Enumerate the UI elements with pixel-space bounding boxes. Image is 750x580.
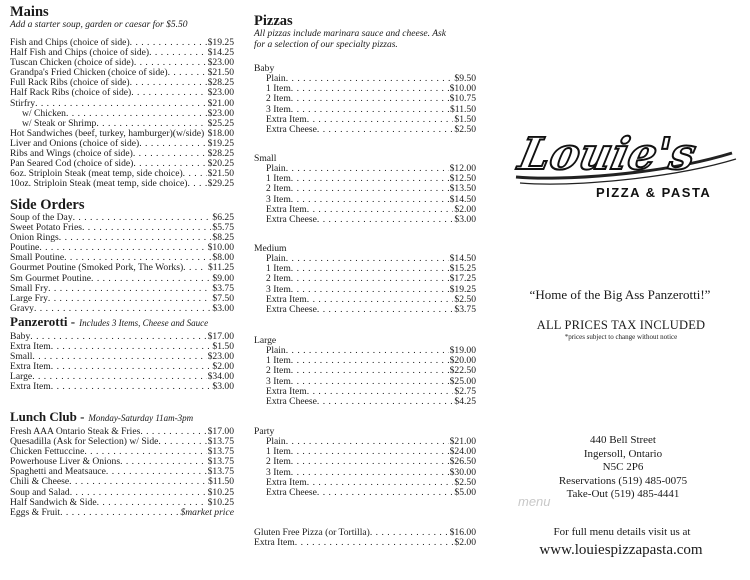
item-price: $17.25 (449, 273, 476, 285)
item-label: Large Fry (10, 292, 48, 304)
item-label: 1 Item (266, 173, 291, 185)
pizzas-title: Pizzas (254, 13, 293, 29)
address-block (496, 434, 750, 502)
item-label: 2 Item (266, 365, 291, 377)
item-price: $3.00 (454, 214, 476, 226)
item-label: Plain (266, 345, 286, 356)
item-label: 3 Item (266, 283, 291, 295)
leader-dots (139, 139, 206, 149)
item-price: $11.50 (207, 476, 234, 488)
item-price: $14.50 (449, 253, 476, 264)
postal-code: N5C 2P6 (602, 461, 644, 473)
item-price: $3.00 (212, 302, 234, 314)
item-price: $20.00 (449, 355, 476, 367)
menu-item-row (10, 294, 234, 304)
item-price: $2.50 (454, 476, 476, 488)
louies-logo (510, 125, 742, 205)
item-price: $12.50 (449, 173, 476, 185)
item-label: Soup and Salad (10, 486, 70, 498)
item-label: Hot Sandwiches (beef, turkey, hamburger)(w/side) (10, 127, 205, 139)
item-label: 2 Item (266, 273, 291, 285)
leader-dots (131, 88, 206, 98)
item-price: $7.50 (212, 292, 234, 304)
leader-dots (317, 305, 454, 315)
tax-notice: ALL PRICES TAX INCLUDED (536, 318, 706, 332)
leader-dots (286, 254, 449, 264)
leader-dots (307, 115, 454, 125)
item-label: Baby (10, 331, 31, 342)
item-label: Onion Rings (10, 232, 59, 244)
lunch-club-section (10, 408, 234, 518)
item-label: Small Poutine (10, 252, 65, 264)
leader-dots (291, 274, 449, 284)
item-label: Soup of the Day (10, 212, 73, 223)
item-price: $5.00 (454, 487, 476, 499)
menu-item-row (10, 382, 234, 392)
item-label: Plain (266, 436, 286, 447)
item-price: $2.00 (454, 203, 476, 215)
item-price: $21.50 (207, 168, 234, 180)
item-price: $25.25 (207, 117, 234, 129)
leader-dots (106, 467, 207, 477)
leader-dots (370, 528, 449, 538)
tagline: “Home of the Big Ass Panzerotti!” (529, 287, 711, 302)
item-price: $13.75 (207, 436, 234, 448)
item-price: $2.00 (454, 537, 476, 549)
item-label: Small (10, 351, 33, 363)
leader-dots (307, 295, 454, 305)
panzerotti-note: Includes 3 Items, Cheese and Sauce (79, 318, 209, 328)
gluten-free-list (254, 528, 476, 548)
leader-dots (39, 243, 206, 253)
leader-dots (73, 213, 212, 223)
item-price: $17.00 (207, 426, 234, 437)
item-label: Quesadilla (Ask for Selection) w/ Side (10, 436, 159, 448)
item-price: $19.00 (449, 345, 476, 356)
leader-dots (183, 263, 207, 273)
item-label: Sweet Potato Fries (10, 222, 82, 234)
leader-dots (60, 508, 179, 518)
item-price: $25.00 (449, 375, 476, 387)
item-price: $21.00 (449, 436, 476, 447)
item-price: $3.75 (454, 304, 476, 316)
item-price: $21.50 (207, 67, 234, 79)
takeout-phone: Take-Out (519) 485-4441 (566, 488, 680, 500)
item-label: Poutine (10, 242, 40, 254)
leader-dots (51, 342, 212, 352)
item-price: $14.25 (207, 47, 234, 59)
leader-dots (291, 94, 449, 104)
city-address: Ingersoll, Ontario (583, 447, 663, 460)
item-label: 1 Item (266, 446, 291, 458)
item-price: $21.00 (207, 97, 234, 109)
lunch-club-title: Lunch Club - (10, 409, 85, 424)
item-label: Extra Cheese (266, 487, 317, 499)
item-label: Extra Item (266, 293, 307, 305)
menu-item-row (10, 88, 234, 98)
lunch-club-note: Monday-Saturday 11am-3pm (88, 413, 194, 423)
pizza-size-block (254, 63, 476, 135)
leader-dots (291, 105, 449, 115)
leader-dots (291, 356, 449, 366)
leader-dots (82, 223, 211, 233)
item-price: $18.00 (207, 127, 234, 139)
leader-dots (317, 488, 454, 498)
item-price: $2.50 (454, 293, 476, 305)
leader-dots (291, 285, 449, 295)
side-orders-section (10, 197, 234, 314)
item-label: Sm Gourmet Poutine (10, 272, 92, 284)
leader-dots (51, 362, 212, 372)
item-label: 2 Item (266, 183, 291, 195)
item-label: Gluten Free Pizza (or Tortilla) (254, 527, 370, 538)
leader-dots (69, 477, 207, 487)
item-price: $24.00 (449, 446, 476, 458)
item-label: 2 Item (266, 93, 291, 105)
pizza-size-name: Large (254, 335, 277, 346)
menu-item-row (254, 305, 476, 315)
item-price: $28.25 (207, 148, 234, 160)
leader-dots (187, 179, 206, 189)
item-price: $19.25 (449, 283, 476, 295)
item-price: $34.00 (207, 371, 234, 383)
item-label: Chili & Cheese (10, 476, 70, 488)
leader-dots (291, 174, 449, 184)
menu-item-row (254, 538, 476, 548)
leader-dots (130, 78, 207, 88)
leader-dots (286, 437, 449, 447)
leader-dots (286, 346, 449, 356)
item-label: Large (10, 371, 33, 383)
item-label: Extra Item (266, 113, 307, 125)
item-label: Extra Item (10, 381, 51, 393)
menu-item-row (10, 179, 234, 189)
item-label: Extra Item (266, 476, 307, 488)
menu-item-row (254, 397, 476, 407)
item-price: $14.50 (449, 193, 476, 205)
item-label: Extra Item (10, 361, 51, 373)
leader-dots (286, 164, 449, 174)
item-label: Spaghetti and Meatsauce (10, 466, 106, 478)
item-label: Tuscan Chicken (choice of side) (10, 57, 134, 69)
item-price: $10.25 (207, 496, 234, 508)
item-label: Fresh AAA Ontario Steak & Fries (10, 426, 141, 437)
watermark: menu (518, 494, 551, 509)
leader-dots (32, 372, 206, 382)
item-label: Half Rack Ribs (choice of side) (10, 87, 132, 99)
menu-item-row (254, 488, 476, 498)
pizza-size-block (254, 335, 476, 407)
leader-dots (291, 366, 449, 376)
item-label: Stirfry (10, 97, 36, 109)
leader-dots (307, 387, 454, 397)
leader-dots (291, 264, 449, 274)
leader-dots (120, 457, 207, 467)
leader-dots (307, 478, 454, 488)
item-label: Extra Item (254, 537, 295, 549)
side-orders-list (10, 213, 234, 314)
item-price: $19.25 (207, 37, 234, 48)
item-price: $28.25 (207, 77, 234, 89)
item-label: Extra Item (266, 385, 307, 397)
menu-item-row (10, 362, 234, 372)
item-price: $23.00 (207, 57, 234, 69)
item-price: $26.50 (449, 456, 476, 468)
item-label: Fish and Chips (choice of side) (10, 37, 130, 48)
item-price: $10.25 (207, 486, 234, 498)
item-label: Plain (266, 253, 286, 264)
item-label: Half Sandwich & Side (10, 496, 97, 508)
leader-dots (48, 294, 211, 304)
pizza-size-name: Medium (254, 243, 287, 254)
item-price: $9.00 (212, 272, 234, 284)
item-price: $13.75 (207, 466, 234, 478)
item-price: $3.75 (212, 282, 234, 294)
price-change-note: *prices subject to change without notice (564, 333, 678, 341)
item-price: $2.50 (454, 124, 476, 136)
menu-item-row (254, 125, 476, 135)
item-price: $23.00 (207, 351, 234, 363)
leader-dots (149, 48, 207, 58)
leader-dots (158, 437, 206, 447)
leader-dots (48, 284, 211, 294)
leader-dots (286, 74, 454, 84)
item-label: Small Fry (10, 282, 49, 294)
item-label: 3 Item (266, 375, 291, 387)
item-label: w/ Chicken (22, 107, 66, 119)
item-label: 2 Item (266, 456, 291, 468)
leader-dots (32, 352, 206, 362)
item-price: $1.50 (212, 341, 234, 353)
leader-dots (291, 84, 449, 94)
leader-dots (291, 184, 449, 194)
logo-subtitle: PIZZA & PASTA (596, 185, 712, 200)
leader-dots (291, 195, 449, 205)
visit-text: For full menu details visit us at (553, 526, 691, 538)
item-price: $15.25 (449, 263, 476, 275)
item-label: Plain (266, 73, 286, 84)
item-label: Gourmet Poutine (Smoked Pork, The Works) (10, 262, 184, 274)
item-label: Extra Cheese (266, 124, 317, 136)
panzerotti-list (10, 332, 234, 393)
item-label: 3 Item (266, 193, 291, 205)
item-price: $13.75 (207, 456, 234, 468)
item-label: Gravy (10, 302, 34, 314)
item-label: Extra Cheese (266, 396, 317, 408)
pizza-size-block (254, 153, 476, 225)
leader-dots (291, 447, 449, 457)
item-label: w/ Steak or Shrimp (22, 117, 97, 129)
mains-title: Mains (10, 4, 49, 20)
pizza-size-block (254, 243, 476, 315)
pizzas-header (254, 13, 476, 51)
leader-dots (291, 468, 449, 478)
item-price: $16.00 (449, 527, 476, 538)
leader-dots (291, 457, 449, 467)
item-price: $9.50 (454, 73, 476, 84)
item-label: 1 Item (266, 83, 291, 95)
item-label: Extra Cheese (266, 304, 317, 316)
lunch-club-list (10, 427, 234, 518)
pizza-size-block (254, 426, 476, 498)
mains-section (10, 4, 234, 189)
menu-item-row (254, 215, 476, 225)
item-label: Full Rack Ribs (choice of side) (10, 77, 130, 89)
street-address: 440 Bell Street (590, 434, 656, 446)
item-label: Eggs & Fruit (10, 506, 61, 518)
item-price: $1.50 (454, 113, 476, 125)
reservations-phone: Reservations (519) 485-0075 (558, 474, 688, 487)
item-price: $8.00 (212, 252, 234, 264)
item-price: $30.00 (449, 466, 476, 478)
mains-list (10, 38, 234, 189)
leader-dots (317, 397, 454, 407)
item-price: $12.00 (449, 163, 476, 174)
item-label: Grandpa's Fried Chicken (choice of side) (10, 67, 168, 79)
leader-dots (291, 377, 449, 387)
item-label: Liver and Onions (choice of side) (10, 137, 140, 149)
logo-wordmark: Louie's (514, 128, 701, 180)
item-price: $4.25 (454, 396, 476, 408)
menu-item-row (10, 508, 234, 518)
side-orders-title: Side Orders (10, 197, 85, 213)
item-label: 10oz. Striploin Steak (meat temp, side choice) (10, 178, 188, 190)
item-price: $11.50 (449, 103, 476, 115)
item-price: $2.75 (454, 385, 476, 397)
leader-dots (295, 538, 454, 548)
item-label: Pan Seared Cod (choice of side) (10, 158, 134, 170)
leader-dots (168, 68, 207, 78)
item-price: $10.00 (207, 242, 234, 254)
logo-swoosh-icon (510, 125, 742, 205)
item-price: $29.25 (207, 178, 234, 190)
leader-dots (307, 205, 454, 215)
pizza-size-name: Party (254, 426, 275, 437)
item-price: $22.50 (449, 365, 476, 377)
item-label: 3 Item (266, 103, 291, 115)
item-label: 1 Item (266, 263, 291, 275)
item-label: 3 Item (266, 466, 291, 478)
item-label: Ribs and Wings (choice of side) (10, 148, 133, 160)
item-price: $23.00 (207, 87, 234, 99)
leader-dots (51, 382, 212, 392)
pizza-size-name: Baby (254, 63, 275, 74)
item-price: $2.00 (212, 361, 234, 373)
item-price: $20.25 (207, 158, 234, 170)
item-price: $8.25 (212, 232, 234, 244)
leader-dots (317, 215, 454, 225)
item-label: Extra Item (10, 341, 51, 353)
website-url[interactable]: www.louiespizzapasta.com (539, 542, 703, 558)
item-price: $13.75 (207, 446, 234, 458)
panzerotti-title: Panzerotti - (10, 314, 76, 329)
item-price: $19.25 (207, 137, 234, 149)
item-label: Plain (266, 163, 286, 174)
leader-dots (91, 274, 211, 284)
item-price: $10.75 (449, 93, 476, 105)
pizza-size-name: Small (254, 153, 277, 164)
leader-dots (59, 233, 212, 243)
item-price: $10.00 (449, 83, 476, 95)
panzerotti-section (10, 313, 234, 393)
item-price: $5.75 (212, 222, 234, 234)
menu-item-row (10, 233, 234, 243)
item-price: $6.25 (212, 212, 234, 223)
item-price: $11.25 (207, 262, 234, 274)
item-price: $23.00 (207, 107, 234, 119)
item-label: 6oz. Striploin Steak (meat temp, side choice) (10, 168, 183, 180)
item-label: Powerhouse Liver & Onions (10, 456, 121, 468)
leader-dots (30, 332, 206, 342)
item-label: Chicken Fettuccine (10, 446, 85, 458)
item-price: $13.50 (449, 183, 476, 195)
item-label: 1 Item (266, 355, 291, 367)
pizzas-note: All pizzas include marinara sauce and cheese. Ask for a selection of our specialty pizzas. (254, 29, 446, 50)
item-label: Extra Cheese (266, 214, 317, 226)
leader-dots (133, 149, 207, 159)
item-price: $17.00 (207, 331, 234, 342)
mains-note: Add a starter soup, garden or caesar for $5.50 (10, 20, 188, 30)
menu-item-row (10, 342, 234, 352)
leader-dots (317, 125, 454, 135)
item-label: Half Fish and Chips (choice of side) (10, 47, 150, 59)
item-label: Extra Item (266, 203, 307, 215)
item-price: $3.00 (212, 381, 234, 393)
item-price: $market price (180, 506, 234, 518)
